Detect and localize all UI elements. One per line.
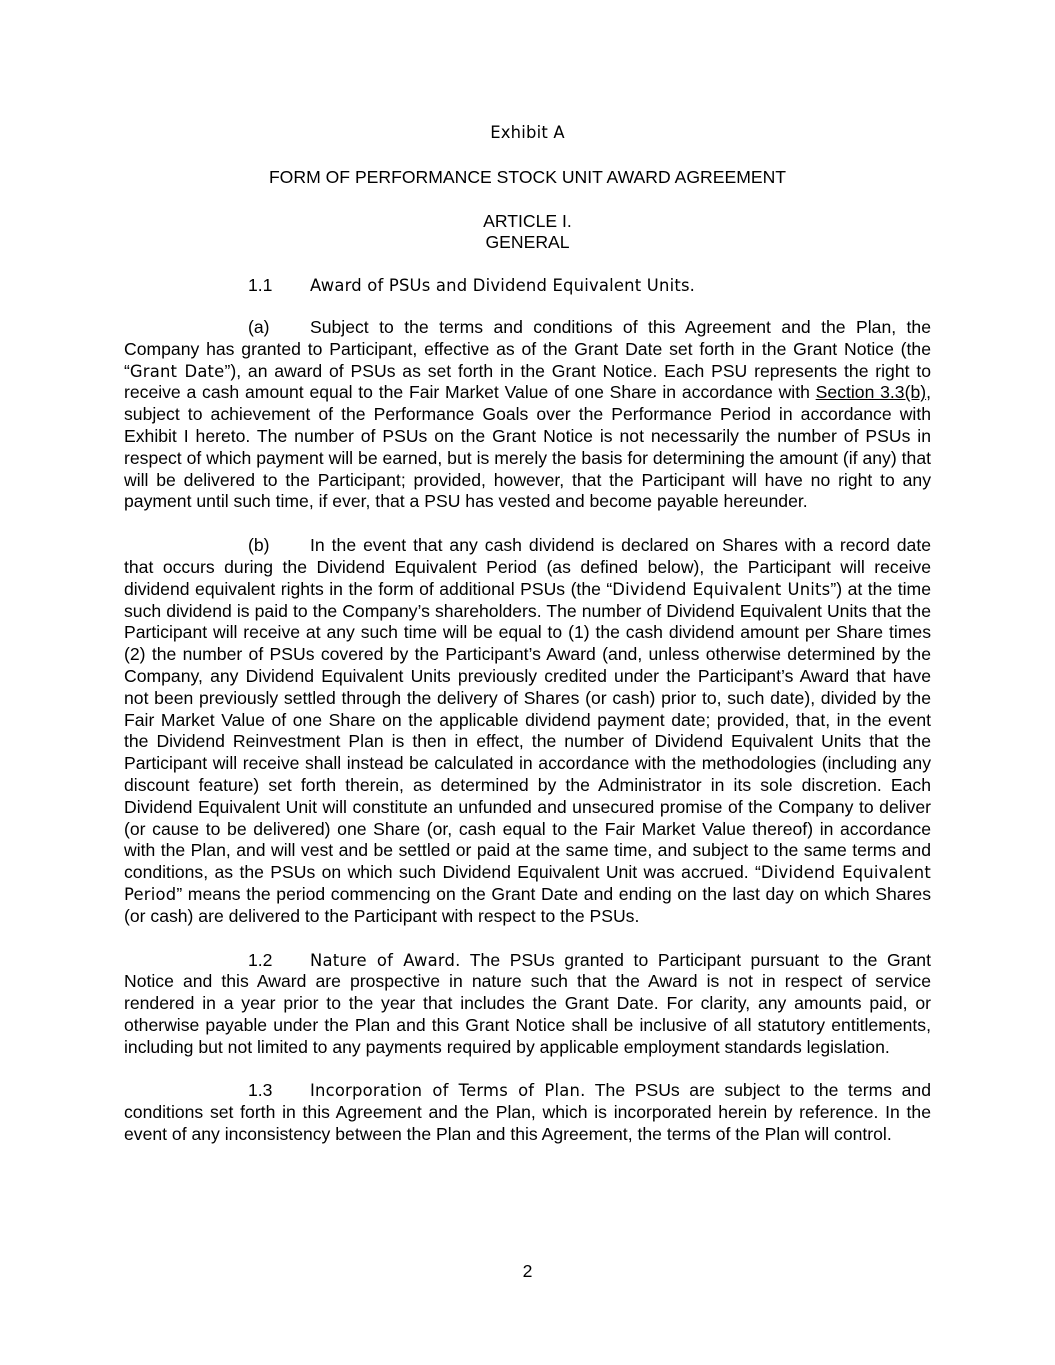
paragraph-b xyxy=(124,535,931,927)
paragraph-b-text-2: ”) at the time such dividend is paid to the Company’s shareholders. The number of Dividend Equivalent Units that the Participant will receive at any such time will be equal to (1) the cash dividend amount per Share times (2) the number of PSUs covered by the Participant’s Award (and, unless otherwise determined by the Company, any Dividend Equivalent Units previously credited under the Participant’s Award that have not been previously settled through the delivery of Shares (or cash) prior to, such date), divided by the Fair Market Value of one Share on the applicable dividend payment date; provided, that, in the event the Dividend Reinvestment Plan is then in effect, the number of Dividend Equivalent Units that the Participant will receive shall instead be calculated in accordance with the methodologies (including any discount feature) set forth therein, as determined by the Administrator in its sole discretion. Each Dividend Equivalent Unit will constitute an unfunded and unsecured promise of the Company to deliver (or cause to be delivered) one Share (or, cash equal to the Fair Market Value thereof) in accordance with the Plan, and will vest and be settled or paid at the same time, and subject to the same terms and conditions, as the PSUs on which such Dividend Equivalent Unit was accrued. “ xyxy=(124,578,931,883)
exhibit-label: Exhibit A xyxy=(490,123,565,142)
article-title: GENERAL xyxy=(485,232,570,253)
section-1-2-text: The PSUs granted to Participant pursuant to the Grant Notice and this Award are prospective in nature such that the Award is not in respect of service rendered in a year prior to the year that includes the Grant Date. For clarity, any amounts paid, or otherwise payable under the Plan and this Grant Notice shall be inclusive of all statutory entitlements, including but not limited to any payments required by applicable employment standards legislation. xyxy=(124,949,931,1057)
document-page xyxy=(124,122,931,1168)
article-heading xyxy=(124,211,931,255)
paragraph-a-text-3: , subject to achievement of the Performance Goals over the Performance Period in accordance with Exhibit I hereto. The number of PSUs on the Grant Notice is not necessarily the number of PSUs in respect of which payment will be earned, but is merely the basis for determining the amount (if any) that will be delivered to the Participant; provided, however, that the Participant will have no right to any payment until such time, if ever, that a PSU has vested and become payable hereunder. xyxy=(124,382,931,512)
paragraph-a-text-2: ”), an award of PSUs as set forth in the Grant Notice. Each PSU represents the right to receive a cash amount equal to the Fair Market Value of one Share in accordance with xyxy=(124,360,932,403)
paragraph-a-marker: (a) xyxy=(248,316,270,337)
section-1-3 xyxy=(124,1080,931,1145)
grant-date-term: Grant Date xyxy=(129,361,225,381)
paragraph-b-text-1: In the event that any cash dividend is declared on Shares with a record date that occurs during the Dividend Equivalent Period (as defined below), the Participant will receive dividend equivalent rights in the form of additional PSUs (the “ xyxy=(124,535,931,599)
section-1-1-number: 1.1 xyxy=(248,275,273,296)
section-1-2-number: 1.2 xyxy=(248,949,273,970)
paragraph-b-text-3: ” means the period commencing on the Grant Date and ending on the last day on which Shares (or cash) are delivered to the Participant with respect to the PSUs. xyxy=(124,883,931,926)
paragraph-a xyxy=(124,317,931,513)
form-title: FORM OF PERFORMANCE STOCK UNIT AWARD AGREEMENT xyxy=(268,166,787,187)
paragraph-b-marker: (b) xyxy=(248,535,270,556)
section-3-3b-reference: Section 3.3(b) xyxy=(815,382,927,403)
section-1-1-heading xyxy=(124,275,931,297)
section-1-3-title: Incorporation of Terms of Plan. xyxy=(310,1081,586,1101)
section-1-2-title: Nature of Award. xyxy=(310,950,461,970)
paragraph-a-text-1: Subject to the terms and conditions of this Agreement and the Plan, the Company has granted to Participant, effective as of the Grant Date set forth in the Grant Notice (the “ xyxy=(124,316,931,381)
section-1-3-number: 1.3 xyxy=(248,1080,273,1101)
section-1-2 xyxy=(124,950,931,1059)
page-number: 2 xyxy=(522,1261,533,1281)
dividend-equivalent-period-term: Dividend Equivalent Period xyxy=(124,863,931,904)
dividend-equivalent-units-term: Dividend Equivalent Units xyxy=(612,579,831,599)
section-1-3-text: The PSUs are subject to the terms and conditions set forth in this Agreement and the Plan, which is incorporated herein by reference. In the event of any inconsistency between the Plan and this Agreement, the terms of the Plan will control. xyxy=(124,1080,931,1145)
section-1-1-title: Award of PSUs and Dividend Equivalent Units. xyxy=(310,276,696,296)
article-number: ARTICLE I. xyxy=(483,210,572,231)
